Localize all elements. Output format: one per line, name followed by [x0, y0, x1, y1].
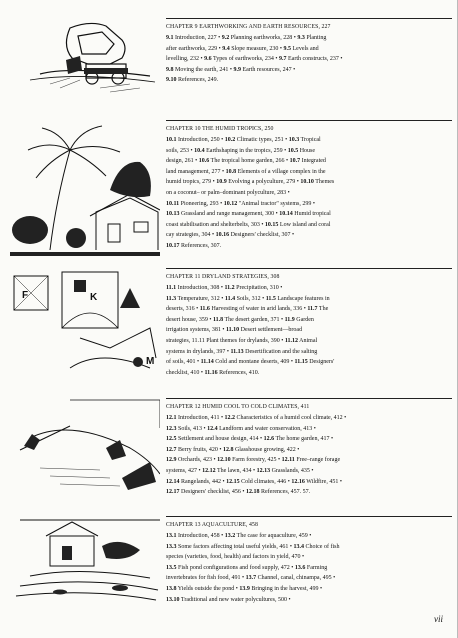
entry-line: irrigation systems, 381 • 11.10 Desert settlement—broad — [166, 327, 303, 334]
entry-line: 10.13 Grassland and range management, 300 • 10.14 Humid tropical — [166, 211, 331, 218]
entry-line: 13.10 Traditional and new water polycultures, 500 • — [166, 596, 291, 603]
cold-climate-rake-illustration — [10, 398, 160, 498]
chapter-10-block — [10, 120, 452, 270]
entry-line: checklist, 410 • 11.16 References, 410. — [166, 369, 260, 376]
svg-text:F: F — [22, 290, 29, 301]
entry-line: on a coconut– or palm–dominant polyculture, 283 • — [166, 189, 290, 196]
entry-line: 10.1 Introduction, 250 • 10.2 Climatic types, 251 • 10.3 Tropical — [166, 137, 321, 143]
entry-line: 12.7 Berry fruits, 420 • 12.8 Glasshouse growing, 422 • — [166, 446, 300, 453]
entry-line: 11.1 Introduction, 308 • 11.2 Precipitation, 310 • — [166, 285, 283, 291]
entry-line: 9.8 Moving the earth, 241 • 9.9 Earth resources, 247 • — [166, 66, 296, 73]
entry-line: 13.8 Yields outside the pond • 13.9 Bringing in the harvest, 499 • — [166, 585, 323, 592]
entry-line: 12.14 Rangelands, 442 • 12.15 Cold climates, 446 • 12.16 Wildfire, 451 • — [166, 478, 342, 485]
entry-line: levelling, 232 • 9.6 Types of earthworks, 234 • 9.7 Earth constructs, 237 • — [166, 56, 343, 63]
entry-line: desert house, 359 • 11.8 The desert garden, 371 • 11.9 Garden — [166, 316, 314, 323]
entry-line: strategies, 11.11 Plant themes for drylands, 390 • 11.12 Animal — [166, 337, 318, 344]
chapter-12-block — [10, 398, 452, 508]
chapter-rule — [166, 398, 452, 399]
chapter-entries — [166, 413, 456, 498]
entry-line: 12.5 Settlement and house design, 414 • 12.6 The home garden, 417 • — [166, 436, 334, 443]
chapter-title: CHAPTER 9 EARTHWORKING AND EARTH RESOURCES, 227 — [166, 24, 331, 30]
entry-line: 13.5 Fish pond configurations and food supply, 472 • 13.6 Farming — [166, 564, 328, 571]
entry-line: design, 261 • 10.6 The tropical home garden, 266 • 10.7 Integrated — [166, 158, 326, 165]
entry-line: soils, 253 • 10.4 Earthshaping in the tropics, 259 • 10.5 House — [166, 147, 316, 154]
entry-line: 10.11 Pioneering, 293 • 10.12 "Animal tractor" systems, 299 • — [166, 200, 315, 207]
entry-line: 12.1 Introduction, 411 • 12.2 Characteristics of a humid cool climate, 412 • — [166, 415, 347, 421]
chapter-title: CHAPTER 13 AQUACULTURE, 458 — [166, 522, 259, 528]
bulldozer-illustration — [10, 18, 160, 98]
chapter-9-block — [10, 18, 452, 98]
chapter-rule — [166, 18, 452, 19]
dryland-fk-diagram-illustration — [10, 268, 160, 378]
entry-line: of soils, 401 • 11.14 Cold and montane deserts, 409 • 11.15 Designers' — [166, 359, 335, 366]
chapter-13-block — [10, 516, 452, 616]
chapter-rule — [166, 516, 452, 517]
svg-text:K: K — [90, 292, 98, 303]
entry-line: humid tropics, 279 • 10.9 Evolving a polyculture, 279 • 10.10 Themes — [166, 179, 335, 186]
entry-line: species (varieties, food, health) and factors in yield, 470 • — [166, 554, 305, 561]
entry-line: 9.10 References, 249. — [166, 77, 219, 84]
chapter-entries — [166, 531, 456, 605]
entry-line: 10.17 References, 307. — [166, 242, 222, 249]
entry-line: 12.17 Designers' checklist, 456 • 12.18 References, 457. 57. — [166, 489, 311, 496]
tropical-palm-house-illustration — [10, 120, 160, 260]
entry-line: 13.3 Some factors affecting total useful yields, 461 • 13.4 Choice of fish — [166, 543, 340, 550]
chapter-entries — [166, 33, 456, 86]
chapter-rule — [166, 268, 452, 269]
entry-line: systems, 427 • 12.12 The lawn, 434 • 12.13 Grasslands, 435 • — [166, 467, 314, 474]
chapter-title: CHAPTER 12 HUMID COOL TO COLD CLIMATES, 411 — [166, 404, 310, 410]
page-number: vii — [434, 614, 443, 624]
entry-line: invertebrates for fish food, 491 • 13.7 Channel, canal, chinampa, 495 • — [166, 575, 336, 582]
chapter-9-text — [166, 22, 456, 86]
chapter-13-text — [166, 520, 456, 605]
chapter-rule — [166, 120, 452, 121]
entry-line: 12.3 Soils, 413 • 12.4 Landform and water conservation, 413 • — [166, 425, 316, 432]
entry-line: deserts, 316 • 11.6 Harvesting of water in arid lands, 336 • 11.7 The — [166, 306, 329, 313]
entry-line: systems in drylands, 397 • 11.13 Desertification and the salting — [166, 348, 318, 355]
chapter-entries — [166, 283, 456, 378]
entry-line: 11.3 Temperature, 312 • 11.4 Soils, 312 • 11.5 Landscape features in — [166, 295, 330, 302]
chapter-entries — [166, 135, 456, 252]
svg-text:M: M — [146, 356, 155, 367]
entry-line: coast stabilisation and shelterbelts, 303 • 10.15 Low island and coral — [166, 221, 331, 228]
entry-line: after earthworks, 229 • 9.4 Slope measure, 230 • 9.5 Levels and — [166, 45, 319, 52]
entry-line: 12.9 Orchards, 423 • 12.10 Farm forestry, 425 • 12.11 Free–range forage — [166, 457, 341, 464]
chapter-title: CHAPTER 11 DRYLAND STRATEGIES, 308 — [166, 274, 280, 280]
chapter-title: CHAPTER 10 THE HUMID TROPICS, 250 — [166, 126, 274, 132]
entry-line: cay strategies, 304 • 10.16 Designers' checklist, 307 • — [166, 232, 295, 239]
entry-line: land management, 277 • 10.8 Elements of a village complex in the — [166, 168, 326, 175]
aquaculture-pond-illustration — [10, 516, 160, 606]
entry-line: 9.1 Introduction, 227 • 9.2 Planning earthworks, 228 • 9.3 Planting — [166, 35, 327, 41]
chapter-11-block — [10, 268, 452, 398]
chapter-11-text — [166, 272, 456, 378]
chapter-10-text — [166, 124, 456, 252]
chapter-12-text — [166, 402, 456, 498]
entry-line: 13.1 Introduction, 458 • 13.2 The case for aquaculture, 459 • — [166, 533, 312, 539]
